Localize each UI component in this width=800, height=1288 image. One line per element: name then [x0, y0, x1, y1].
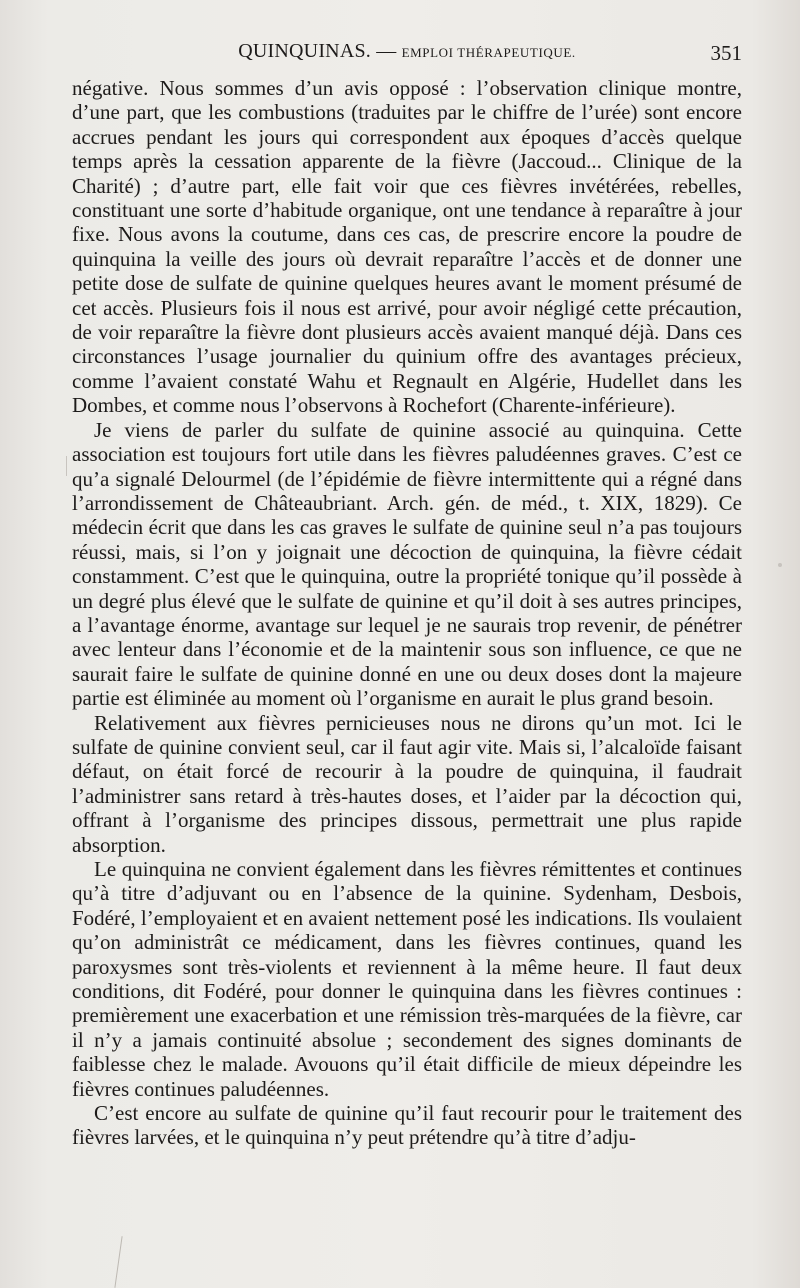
- paragraph-3: Relativement aux fièvres pernicieuses nous ne dirons qu’un mot. Ici le sulfate de quinine convient seul, car il faut agir vite. Mais si, l’alcaloïde faisant défaut, on était forcé de recourir à la poudre de quinquina, il faudrait l’administrer sans retard à très-hautes doses, et l’aider par la décoction qui, offrant à l’organisme des principes dissous, permettrait une plus rapide absorption.: [72, 710, 742, 857]
- paragraph-1: négative. Nous sommes d’un avis opposé : l’observation clinique montre, d’une part, que les combustions (traduites par le chiffre de l’urée) sont encore accrues pendant les jours qui correspondent aux époques d’accès quelque temps après la cessation apparente de la fièvre (Jaccoud... Clinique de la Charité) ; d’autre part, elle fait voir que ces fièvres invétérées, rebelles, constituant une sorte d’habitude organique, ont une tendance à reparaître à jour fixe. Nous avons la coutume, dans ces cas, de prescrire encore la poudre de quinquina la veille des jours où devrait reparaître l’accès et de donner une petite dose de sulfate de quinine quelques heures avant le moment présumé de cet accès. Plusieurs fois il nous est arrivé, pour avoir négligé cette précaution, de voir reparaître la fièvre dont plusieurs accès avaient manqué déjà. Dans ces circonstances l’usage journalier du quinium offre des avantages précieux, comme l’avaient constaté Wahu et Regnault en Algérie, Hudellet dans les Dombes, et comme nous l’observons à Rochefort (Charente-inférieure).: [72, 76, 742, 418]
- running-title-separator: —: [376, 40, 397, 62]
- body-text: [72, 76, 742, 1150]
- running-title: [72, 40, 742, 63]
- paragraph-4: Le quinquina ne convient également dans les fièvres rémittentes et continues qu’à titre d’adjuvant ou en l’absence de la quinine. Sydenham, Desbois, Fodéré, l’employaient et en avaient nettement posé les indications. Ils voulaient qu’on administrât ce médicament, dans les fièvres continues, quand les paroxysmes sont très-violents et reviennent à la même heure. Il faut deux conditions, dit Fodéré, pour donner le quinquina dans les fièvres continues : premièrement une exacerbation et une rémission très-marquées de la fièvre, car il n’y a jamais continuité absolue ; secondement des signes dominants de faiblesse chez le malade. Avouons qu’il était difficile de mieux dépeindre les fièvres continues paludéennes.: [72, 857, 742, 1101]
- paper-speck: [778, 563, 782, 567]
- running-title-subtitle: EMPLOI THÉRAPEUTIQUE.: [401, 45, 576, 60]
- gutter-mark: [66, 456, 67, 476]
- paragraph-5: C’est encore au sulfate de quinine qu’il faut recourir pour le traitement des fièvres larvées, et le quinquina n’y peut prétendre qu’à titre d’adju-: [72, 1101, 742, 1150]
- running-head: [72, 40, 742, 68]
- page-number: 351: [710, 41, 742, 65]
- paragraph-2: Je viens de parler du sulfate de quinine associé au quinquina. Cette association est toujours fort utile dans les fièvres paludéennes graves. C’est ce qu’a signalé Delourmel (de l’épidémie de fièvre intermittente qui a régné dans l’arrondissement de Châteaubriant. Arch. gén. de méd., t. XIX, 1829). Ce médecin écrit que dans les cas graves le sulfate de quinine seul n’a pas toujours réussi, mais, si l’on y joignait une décoction de quinquina, la fièvre cédait constamment. C’est que le quinquina, outre la propriété tonique qu’il possède à un degré plus élevé que le sulfate de quinine et qu’il doit à ses autres principes, a l’avantage énorme, avantage sur lequel je ne saurais trop revenir, de pénétrer avec lenteur dans l’économie et de la maintenir sous son influence, ce que ne saurait faire le sulfate de quinine donné en une ou deux doses dont la majeure partie est éliminée au moment où l’organisme en aurait le plus grand besoin.: [72, 417, 742, 711]
- paper-scratch: [114, 1236, 122, 1288]
- running-title-main: QUINQUINAS.: [238, 40, 371, 62]
